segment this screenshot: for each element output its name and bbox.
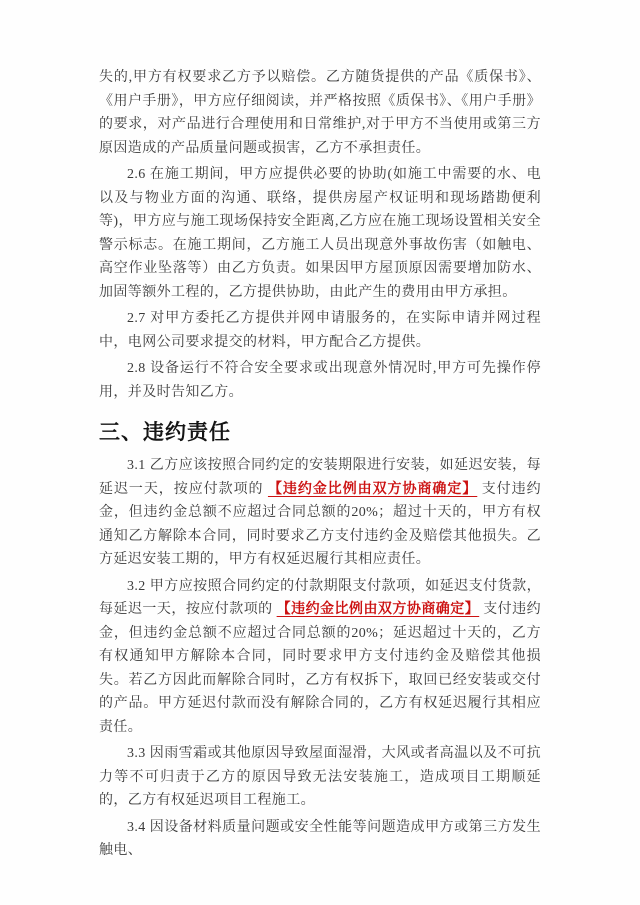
section-heading-breach-liability: 三、违约责任 [99, 421, 231, 444]
clause-3-2-text-before: 3.2 甲方应按照合同约定的付款期限支付款项，如延迟支付货款，每延迟一天，按应付款项的 [99, 578, 541, 617]
paragraph-clause-3-2 [99, 575, 541, 740]
paragraph-clause-3-1 [99, 454, 541, 572]
paragraph-clause-2-6: 2.6 在施工期间，甲方应提供必要的协助(如施工中需要的水、电以及与物业方面的沟通、联络，提供房屋产权证明和现场踏勘便利等)，甲方应与施工现场保持安全距离,乙方应在施工现场设置相关安全警示标志。在施工期间，乙方施工人员出现意外事故伤害（如触电、高空作业坠落等）由乙方负责。如果因甲方屋顶原因需要增加防水、加固等额外工程的，乙方提供协助，由此产生的费用由甲方承担。 [99, 167, 541, 300]
penalty-ratio-placeholder: 【违约金比例由双方协商确定】 [276, 602, 480, 617]
paragraph-clause-2-8: 2.8 设备运行不符合安全要求或出现意外情况时,甲方可先操作停用，并及时告知乙方。 [99, 361, 541, 400]
clause-3-2-text-after: 支付违约金，但违约金总额不应超过合同总额的20%；延迟超过十天的，乙方有权通知甲方解除本合同，同时要求甲方支付违约金及赔偿其他损失。若乙方因此而解除合同时，乙方有权拆下，取回已经安装或交付的产品。甲方延迟付款而没有解除合同的，乙方有权延迟履行其相应责任。 [99, 602, 542, 735]
paragraph-clause-3-3: 3.3 因雨雪霜或其他原因导致屋面湿滑，大风或者高温以及不可抗力等不可归责于乙方的原因导致无法安装施工，造成项目工期顺延的，乙方有权延迟项目工程施工。 [99, 746, 541, 808]
clause-3-1-text-after: 支付违约金，但违约金总额不应超过合同总额的20%；超过十天的，甲方有权通知乙方解除本合同，同时要求乙方支付违约金及赔偿其他损失。乙方延迟安装工期的，甲方有权延迟履行其相应责任。 [99, 481, 541, 567]
clause-3-1-text-before: 3.1 乙方应该按照合同约定的安装期限进行安装，如延迟安装，每延迟一天，按应付款项的 [99, 458, 541, 497]
penalty-ratio-placeholder: 【违约金比例由双方协商确定】 [267, 481, 478, 497]
paragraph-warranty-continuation: 失的,甲方有权要求乙方予以赔偿。乙方随货提供的产品《质保书》、《用户手册》，甲方应仔细阅读，并严格按照《质保书》、《用户手册》的要求，对产品进行合理使用和日常维护,对于甲方不当使用或第三方原因造成的产品质量问题或损害，乙方不承担责任。 [99, 70, 541, 156]
paragraph-clause-2-7: 2.7 对甲方委托乙方提供并网申请服务的，在实际申请并网过程中，电网公司要求提交的材料，甲方配合乙方提供。 [99, 311, 541, 350]
paragraph-clause-3-4: 3.4 因设备材料质量问题或安全性能等问题造成甲方或第三方发生触电、 [99, 819, 541, 858]
